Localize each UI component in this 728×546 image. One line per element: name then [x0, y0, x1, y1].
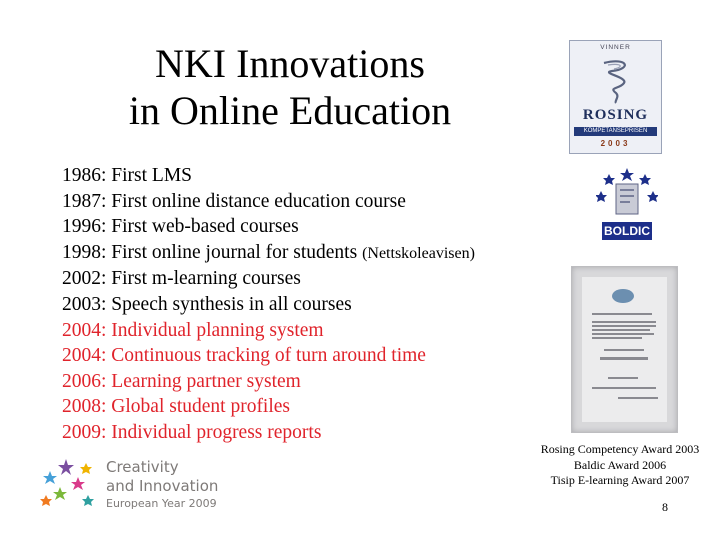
milestone-note: (Nettskoleavisen) — [362, 244, 475, 262]
title-line-1: NKI Innovations — [155, 41, 425, 86]
eyc-line-1: Creativity — [106, 458, 179, 476]
rosing-brand: ROSING — [582, 107, 649, 123]
star-ring-icon — [596, 166, 658, 222]
milestone-item: 1986: First LMS — [62, 165, 193, 186]
rosing-year: 2003 — [600, 139, 631, 148]
award-captions — [520, 442, 720, 489]
tisip-logo-icon — [612, 289, 634, 303]
milestone-item-highlight: 2009: Individual progress reports — [62, 421, 322, 443]
boldic-wordmark: BOLDIC — [604, 224, 650, 238]
milestone-item: 1987: First online distance education course — [62, 190, 406, 212]
milestone-item-highlight: 2004: Individual planning system — [62, 319, 324, 341]
milestone-item: 1998: First online journal for students (Nettskoleavisen) — [62, 241, 475, 263]
eyc-line-3: European Year 2009 — [106, 497, 217, 510]
european-year-logo — [38, 455, 238, 517]
boldic-logo — [596, 166, 658, 246]
rosing-winner-label: VINNER — [600, 44, 631, 51]
rosing-award-badge — [569, 40, 662, 154]
swirl-icon — [598, 55, 634, 105]
page-number: 8 — [662, 500, 668, 514]
caption-tisip: Tisip E-learning Award 2007 — [550, 473, 690, 487]
colored-stars-icon — [38, 455, 104, 515]
milestone-item: 1996: First web-based courses — [62, 216, 299, 238]
certificate-paper — [582, 277, 667, 422]
milestone-list — [62, 163, 475, 446]
rosing-band: KOMPETANSEPRISEN — [574, 127, 657, 136]
tisip-certificate-image — [571, 266, 678, 433]
slide-title — [90, 40, 490, 134]
title-line-2: in Online Education — [128, 88, 452, 133]
milestone-item-highlight: 2006: Learning partner system — [62, 370, 301, 392]
milestone-item-highlight: 2004: Continuous tracking of turn around time — [62, 345, 426, 367]
milestone-item: 2002: First m-learning courses — [62, 268, 301, 290]
milestone-item-highlight: 2008: Global student profiles — [62, 396, 291, 418]
caption-baldic: Baldic Award 2006 — [573, 457, 667, 472]
eyc-line-2: and Innovation — [106, 477, 219, 495]
caption-rosing: Rosing Competency Award 2003 — [540, 442, 700, 456]
milestone-item: 2003: Speech synthesis in all courses — [62, 293, 352, 315]
